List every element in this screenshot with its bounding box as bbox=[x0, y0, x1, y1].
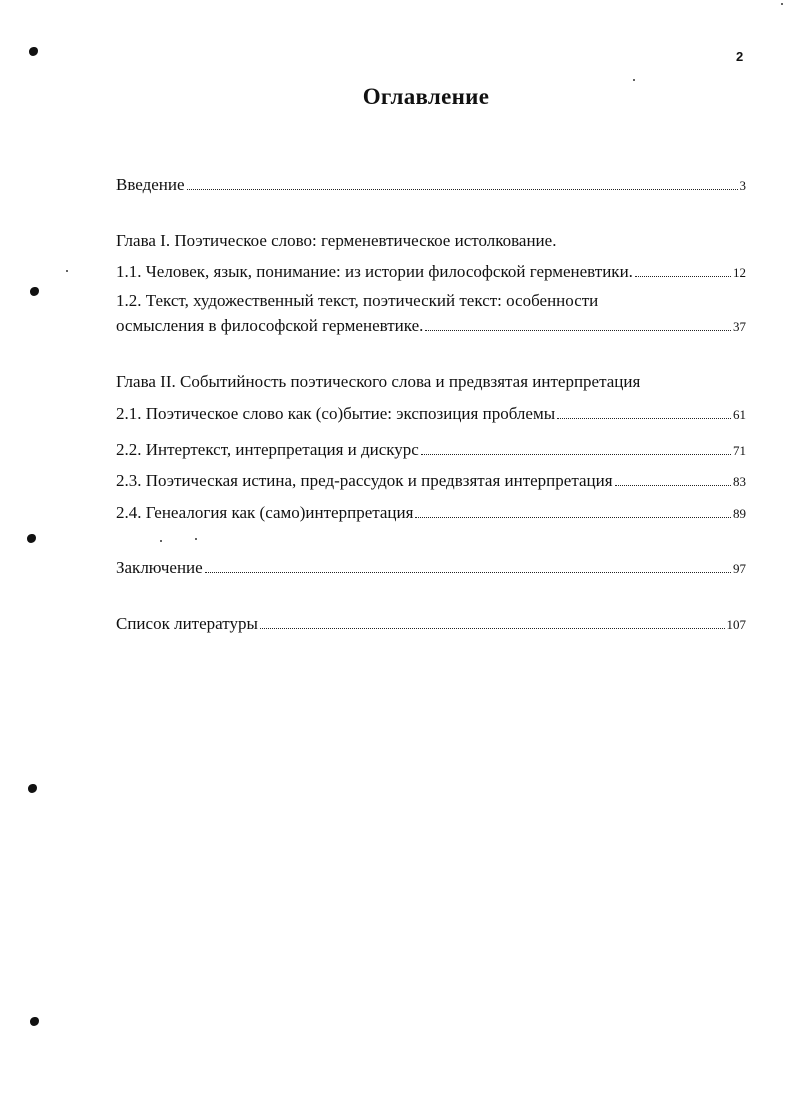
toc-entry-2-1 bbox=[116, 404, 746, 425]
toc-entry-page: 12 bbox=[733, 265, 746, 280]
page-number: 2 bbox=[736, 49, 744, 64]
chapter-2-heading: Глава II. Событийность поэтического слова и предвзятая интерпретация bbox=[116, 372, 641, 391]
toc-entry-page: 89 bbox=[733, 506, 746, 521]
toc-entry-1-2 bbox=[116, 316, 746, 337]
dot-leader bbox=[260, 627, 725, 629]
scan-speck bbox=[66, 270, 68, 272]
dot-leader bbox=[187, 188, 738, 190]
toc-entry-label: 2.3. Поэтическая истина, пред-рассудок и предвзятая интерпретация bbox=[116, 471, 613, 490]
binder-hole-mark bbox=[28, 784, 37, 793]
scan-speck bbox=[160, 540, 162, 542]
toc-entry-page: 83 bbox=[733, 474, 746, 489]
page-title: Оглавление bbox=[362, 84, 490, 109]
toc-entry-label: 2.2. Интертекст, интерпретация и дискурс bbox=[116, 440, 419, 459]
toc-entry-label: Список литературы bbox=[116, 614, 258, 633]
toc-entry-page: 107 bbox=[726, 617, 746, 632]
toc-entry-label: 2.4. Генеалогия как (само)интерпретация bbox=[116, 503, 414, 522]
chapter-1-heading: Глава I. Поэтическое слово: герменевтическое истолкование. bbox=[116, 231, 557, 250]
binder-hole-mark bbox=[30, 1017, 39, 1026]
toc-entry-page: 97 bbox=[733, 561, 746, 576]
toc-entry-intro bbox=[116, 175, 746, 196]
dot-leader bbox=[557, 417, 731, 419]
scan-speck bbox=[195, 538, 197, 540]
dot-leader bbox=[421, 453, 731, 455]
toc-entry-label: Заключение bbox=[116, 558, 203, 577]
toc-entry-page: 3 bbox=[739, 178, 746, 193]
scan-speck bbox=[633, 79, 635, 81]
dot-leader bbox=[635, 275, 731, 277]
toc-entry-conclusion bbox=[116, 558, 746, 579]
dot-leader bbox=[415, 516, 731, 518]
scan-speck bbox=[781, 3, 783, 5]
binder-hole-mark bbox=[27, 534, 36, 543]
dot-leader bbox=[615, 484, 731, 486]
toc-entry-page: 37 bbox=[733, 319, 746, 334]
dot-leader bbox=[205, 571, 731, 573]
toc-entry-label: Введение bbox=[116, 175, 185, 194]
toc-entry-label: 1.1. Человек, язык, понимание: из истории философской герменевтики. bbox=[116, 262, 633, 281]
binder-hole-mark bbox=[29, 47, 38, 56]
toc-entry-2-4 bbox=[116, 503, 746, 524]
toc-entry-1-1 bbox=[116, 262, 746, 283]
toc-entry-2-2 bbox=[116, 440, 746, 461]
binder-hole-mark bbox=[30, 287, 39, 296]
toc-entry-label: осмысления в философской герменевтике. bbox=[116, 316, 424, 335]
toc-entry-bibliography bbox=[116, 614, 746, 635]
toc-entry-label: 2.1. Поэтическое слово как (со)бытие: экспозиция проблемы bbox=[116, 404, 556, 423]
toc-entry-page: 71 bbox=[733, 443, 746, 458]
toc-entry-page: 61 bbox=[733, 407, 746, 422]
toc-entry-2-3 bbox=[116, 471, 746, 492]
toc-entry-1-2-line1: 1.2. Текст, художественный текст, поэтический текст: особенности bbox=[116, 291, 599, 310]
dot-leader bbox=[425, 329, 731, 331]
